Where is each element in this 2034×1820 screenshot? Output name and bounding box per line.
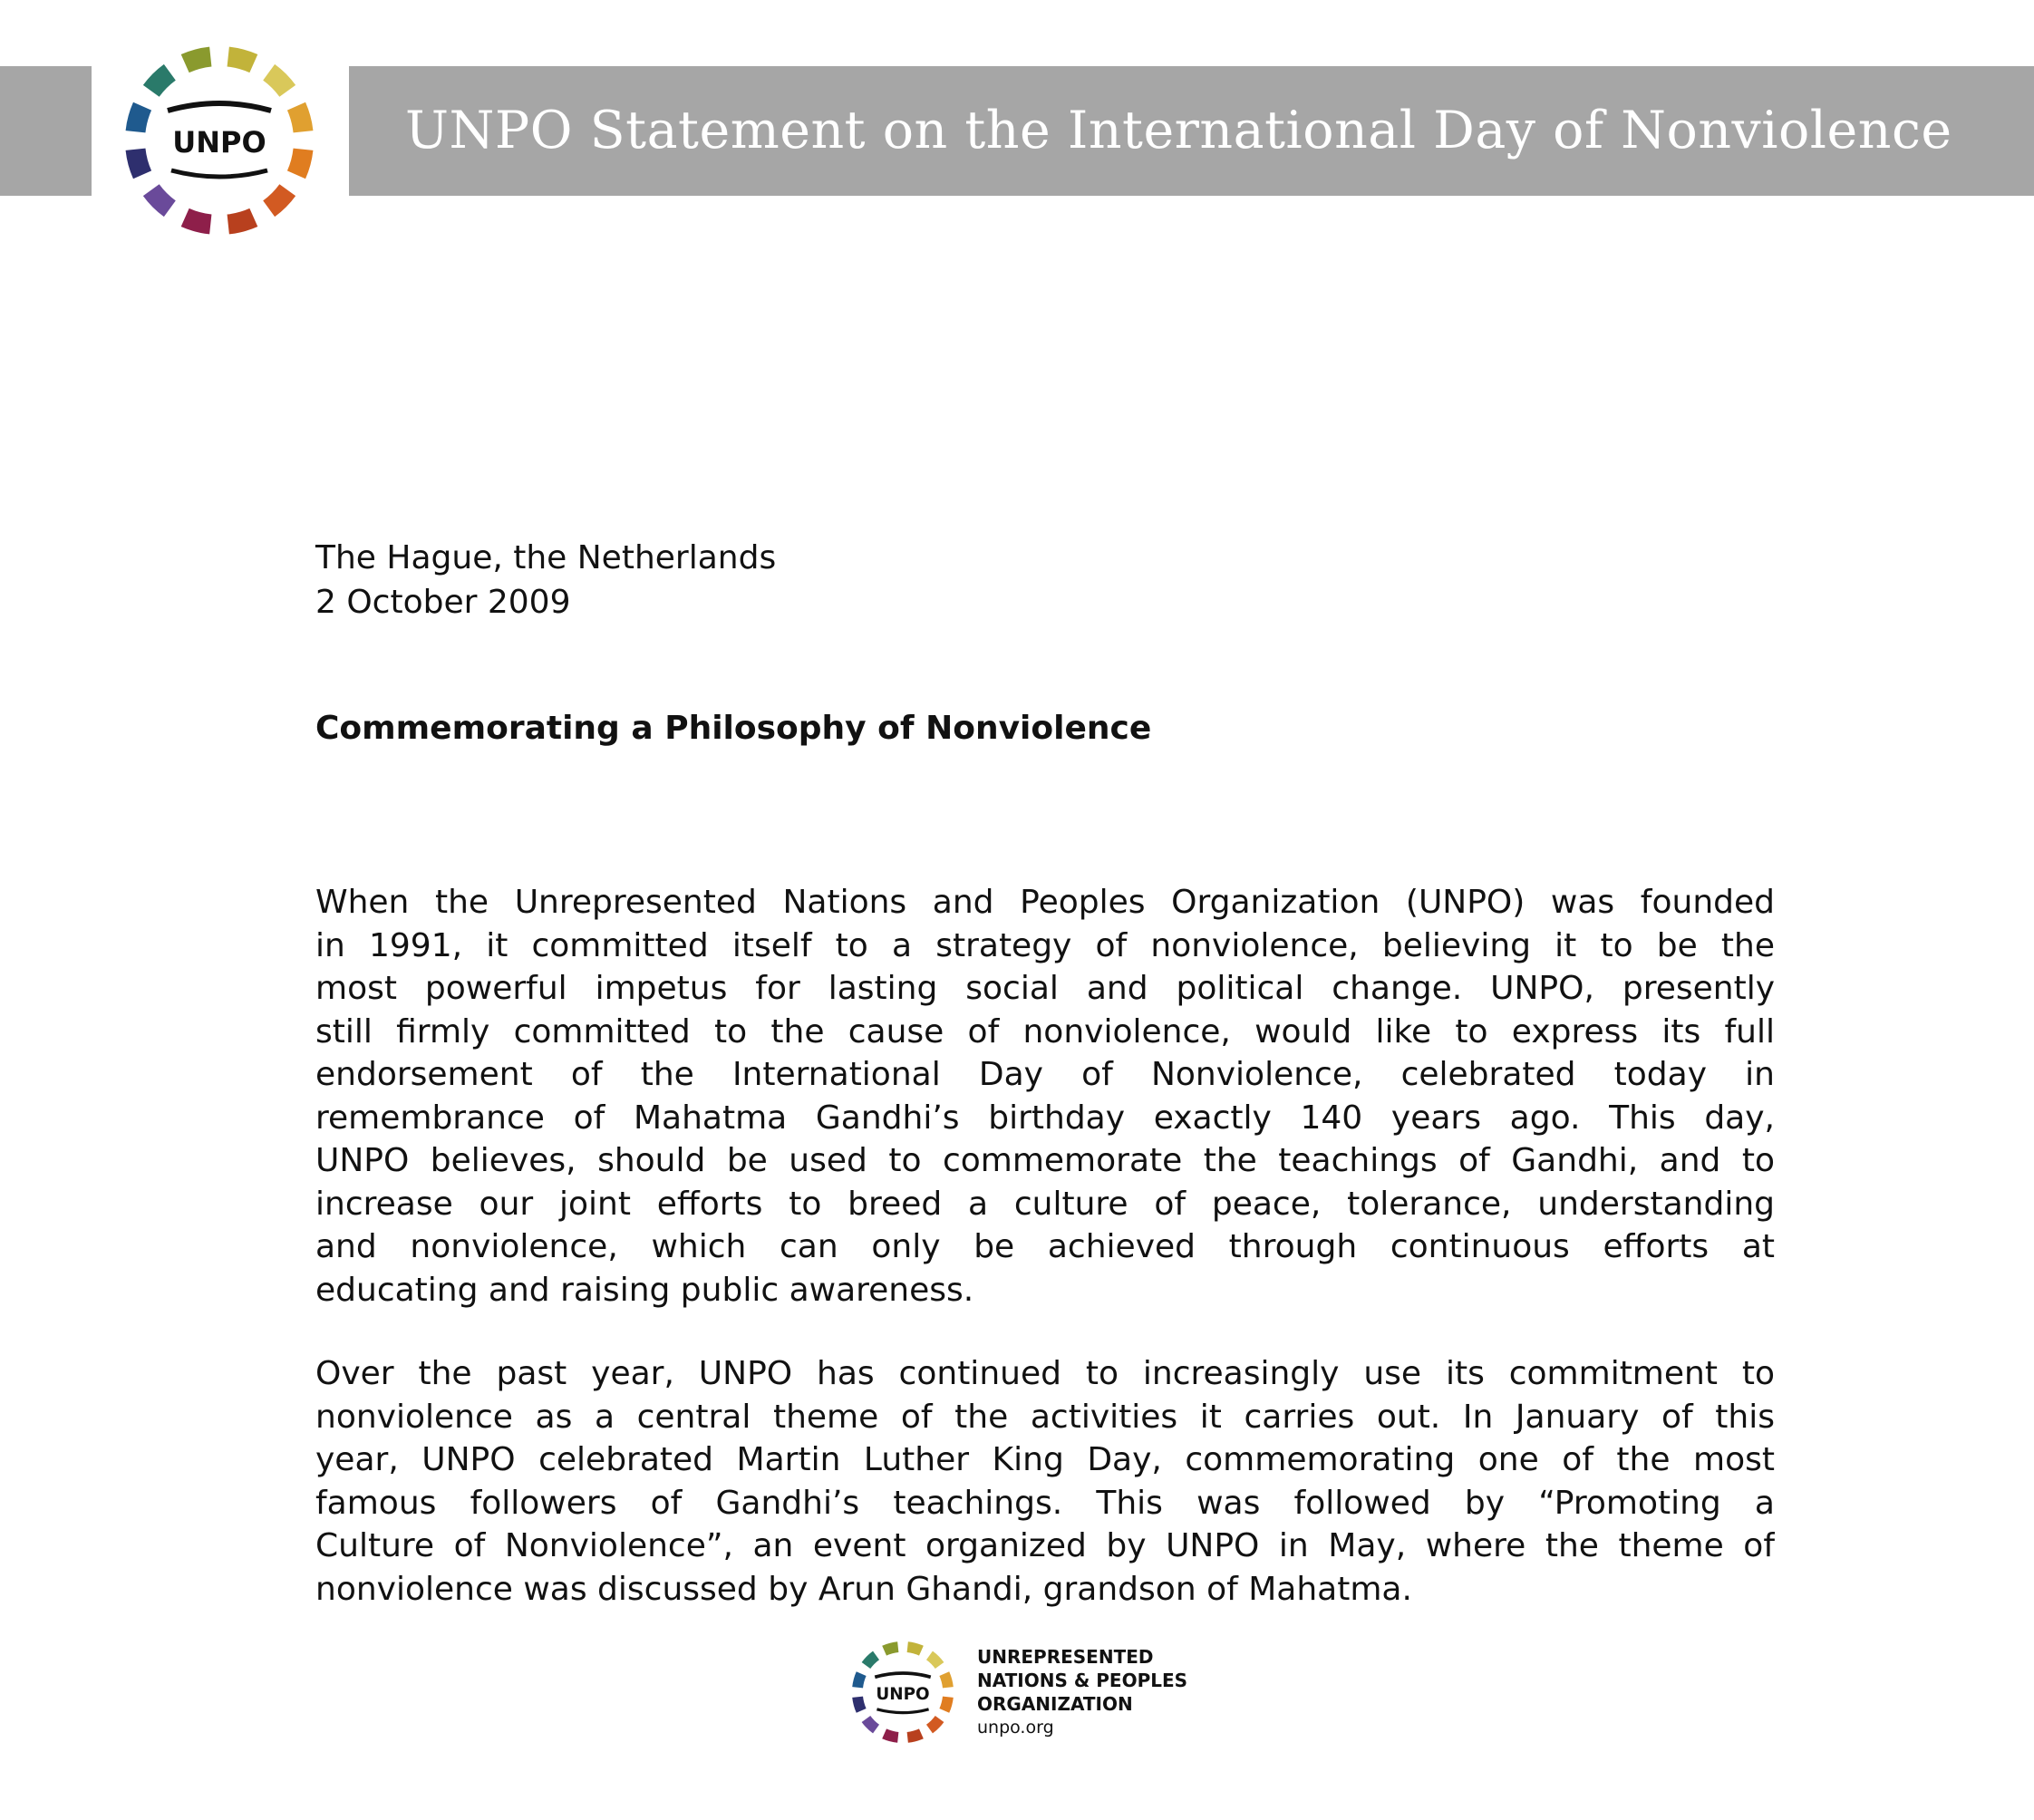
paragraph-line: remembrance of Mahatma Gandhi’s birthday exactly 140 years ago. This day, (315, 1099, 1775, 1137)
footer-url: unpo.org (977, 1718, 1054, 1738)
headline: Commemorating a Philosophy of Nonviolence (315, 710, 1152, 747)
unpo-logo (115, 36, 324, 245)
logo-swoosh-top (875, 1673, 930, 1677)
footer-unpo-logo (847, 1636, 959, 1748)
page-title: UNPO Statement on the International Day of Nonviolence (405, 101, 1952, 160)
paragraph-line: year, UNPO celebrated Martin Luther King Day, commemorating one of the most (315, 1441, 1775, 1478)
logo-text: UNPO (876, 1685, 930, 1705)
paragraph-line: educating and raising public awareness. (315, 1271, 974, 1309)
logo-ring-segment (882, 1641, 898, 1655)
logo-ring-segment (907, 1728, 924, 1742)
paragraph-line: most powerful impetus for lasting social and political change. UNPO, presently (315, 970, 1775, 1007)
logo-text: UNPO (172, 125, 266, 160)
logo-ring-segment (852, 1671, 866, 1688)
logo-ring-segment (862, 1716, 879, 1733)
logo-ring-segment (926, 1716, 944, 1733)
paragraph-line: in 1991, it committed itself to a strategy of nonviolence, believing it to be the (315, 926, 1775, 964)
header-banner-left (0, 66, 92, 196)
paragraph-line: nonviolence was discussed by Arun Ghandi, grandson of Mahatma. (315, 1570, 1412, 1608)
logo-ring-segment (882, 1728, 898, 1742)
logo-swoosh-bottom (877, 1709, 928, 1713)
logo-ring-segment (862, 1651, 879, 1669)
logo-ring-segment (939, 1671, 953, 1688)
paragraph-line: famous followers of Gandhi’s teachings. This was followed by “Promoting a (315, 1484, 1775, 1522)
logo-ring-segment (852, 1697, 866, 1713)
logo-ring-segment (907, 1641, 924, 1655)
logo-ring-segment (939, 1697, 953, 1713)
paragraph-line: still firmly committed to the cause of nonviolence, would like to express its full (315, 1012, 1775, 1050)
footer-org-line: UNREPRESENTED (977, 1646, 1154, 1668)
paragraph-line: UNPO believes, should be used to commemorate the teachings of Gandhi, and to (315, 1142, 1775, 1179)
logo-ring-segment (926, 1651, 944, 1669)
paragraph-line: and nonviolence, which can only be achieved through continuous efforts at (315, 1228, 1775, 1265)
paragraph-line: When the Unrepresented Nations and Peoples Organization (UNPO) was founded (315, 884, 1775, 921)
paragraph-line: Over the past year, UNPO has continued to increasingly use its commitment to (315, 1355, 1775, 1392)
date-line: 2 October 2009 (315, 584, 571, 621)
paragraph-line: nonviolence as a central theme of the activities it carries out. In January of this (315, 1398, 1775, 1436)
paragraph-line: endorsement of the International Day of Nonviolence, celebrated today in (315, 1056, 1775, 1093)
footer-org-line: ORGANIZATION (977, 1693, 1133, 1715)
paragraph-line: increase our joint efforts to breed a culture of peace, tolerance, understanding (315, 1185, 1775, 1223)
paragraph-2 (315, 1352, 1775, 1611)
location-line: The Hague, the Netherlands (315, 539, 777, 576)
footer-org-block (977, 1645, 1187, 1739)
paragraph-line: Culture of Nonviolence”, an event organized by UNPO in May, where the theme of (315, 1527, 1775, 1564)
footer-org-line: NATIONS & PEOPLES (977, 1670, 1188, 1691)
paragraph-1 (315, 881, 1775, 1312)
